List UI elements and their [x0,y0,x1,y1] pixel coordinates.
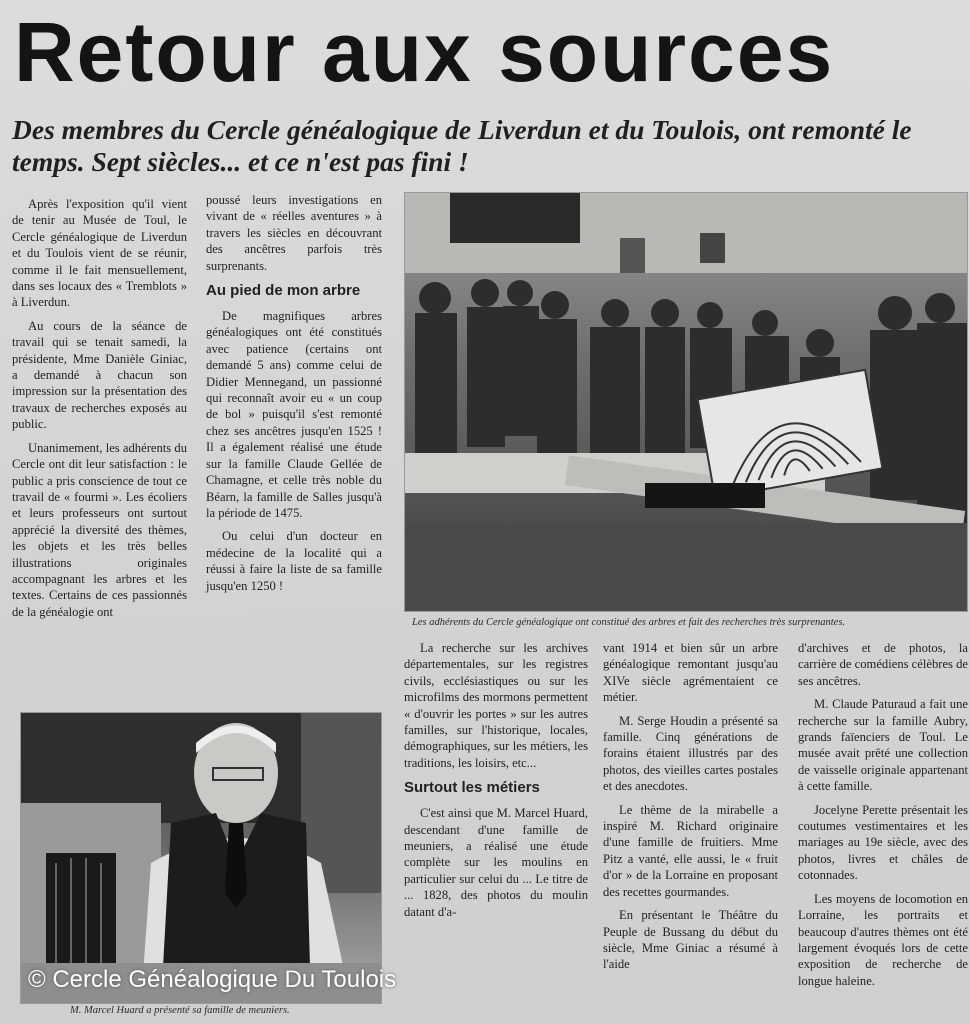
paragraph: Les moyens de locomotion en Lorraine, les portraits et beaucoup d'autres thèmes ont été largement évoqués lors de cette exposition de recherche de longue haleine. [798,891,968,988]
article-column-3 [404,640,588,927]
section-heading: Au pied de mon arbre [206,282,361,300]
paragraph: vant 1914 et bien sûr un arbre généalogique remontant jusqu'au XIVe siècle agrémentaient ce métier. [603,641,778,705]
paragraph: Au cours de la séance de travail qui se tenait samedi, la présidente, Mme Danièle Giniac, a demandé à chacun son impression sur la présentation des travaux de recherches exposés au public. [12,318,187,432]
article-column-5 [798,640,968,996]
paragraph: C'est ainsi que M. Marcel Huard, descendant d'une famille de meuniers, a réalisé une étude complète sur les moulins en particulier sur celui du ... Le titre de ... 1828, des photos du moulin datant d'a- [404,806,588,919]
copyright-watermark: © Cercle Généalogique Du Toulois [28,966,397,993]
group-photo-caption: Les adhérents du Cercle généalogique ont constitué des arbres et fait des recherches très surprenantes. [412,617,846,628]
paragraph: Unanimement, les adhérents du Cercle ont dit leur satisfaction : le public a pris conscience de tout ce travail de « fourmi ». Les écoliers et leurs professeurs ont surtout apprécié la diversité des thèmes, les objets et les très belles illustrations originales accompagnant les arbres et les textes. Certains de ces passionnés de la généalogie ont [12,440,187,619]
article-column-2 [206,192,382,601]
paragraph: Après l'exposition qu'il vient de tenir au Musée de Toul, le Cercle généalogique de Liverdun et du Toulois vient de se réunir, comme il le fait mensuellement, dans ses locaux des « Tremblots » à Liverdun. [12,197,187,310]
section-heading: Surtout les métiers [404,779,540,797]
paragraph: La recherche sur les archives départementales, sur les registres civils, ecclésiastiques ou sur les microfilms des mormons permettent « d'ouvrir les portes » sur les autres familles, sur l'historique, locales, démographiques, sur les métiers, les traditions, les loisirs, etc... [404,641,588,770]
portrait-photo-caption: M. Marcel Huard a présenté sa famille de meuniers. [70,1005,290,1016]
paragraph: d'archives et de photos, la carrière de comédiens célèbres de ses ancêtres. [798,641,968,688]
group-photo [404,192,968,612]
paragraph: M. Serge Houdin a présenté sa famille. Cinq générations de forains étaient illustrés par des photos, des vieilles cartes postales et des anecdotes. [603,713,778,794]
article-column-4 [603,640,778,980]
portrait-photo [20,712,382,1004]
paragraph: poussé leurs investigations en vivant de « réelles aventures » à travers les siècles en découvrant des ancêtres parfois très surprenants. [206,193,382,273]
paragraph: Ou celui d'un docteur en médecine de la localité qui a réussi à faire la liste de sa famille jusqu'en 1250 ! [206,529,382,593]
paragraph: De magnifiques arbres généalogiques ont été constitués avec patience (certains ont demandé 5 ans) comme celui de Didier Mennegand, un passionné qui reconnaît avoir eu « un coup de bol » puisqu'il s'est remonté chez ses ancêtres jusqu'en 1525 ! Il a également réalisé une étude sur la famille Claude Gellée de Chamagne, et celle très noble du Béarn, la famille de Salles jusqu'à la période de 1475. [206,309,382,520]
group-photo-illustration [405,193,967,611]
paragraph: Le thème de la mirabelle a inspiré M. Richard originaire d'une famille de fruitiers. Mme Pitz a vanté, elle aussi, le « fruit d'or » de la Lorraine en proposant des recettes gourmandes. [603,802,778,899]
paragraph: En présentant le Théâtre du Peuple de Bussang du début du siècle, Mme Giniac a résumé à l'aide [603,908,778,972]
article-subheadline: Des membres du Cercle généalogique de Liverdun et du Toulois, ont remonté le temps. Sept siècles... et ce n'est pas fini ! [12,114,912,177]
paragraph: M. Claude Paturaud a fait une recherche sur la famille Aubry, grands faïenciers de Toul. Le musée avait prêté une collection de vaisselle originale appartenant à cette famille. [798,697,968,794]
portrait-photo-illustration [21,713,381,1003]
article-column-1 [12,196,187,627]
paragraph: Jocelyne Perette présentait les coutumes vestimentaires et les mariages au 19e siècle, avec des photos, livres et châles de cotonnades. [798,802,968,883]
article-headline: Retour aux sources [14,5,835,99]
